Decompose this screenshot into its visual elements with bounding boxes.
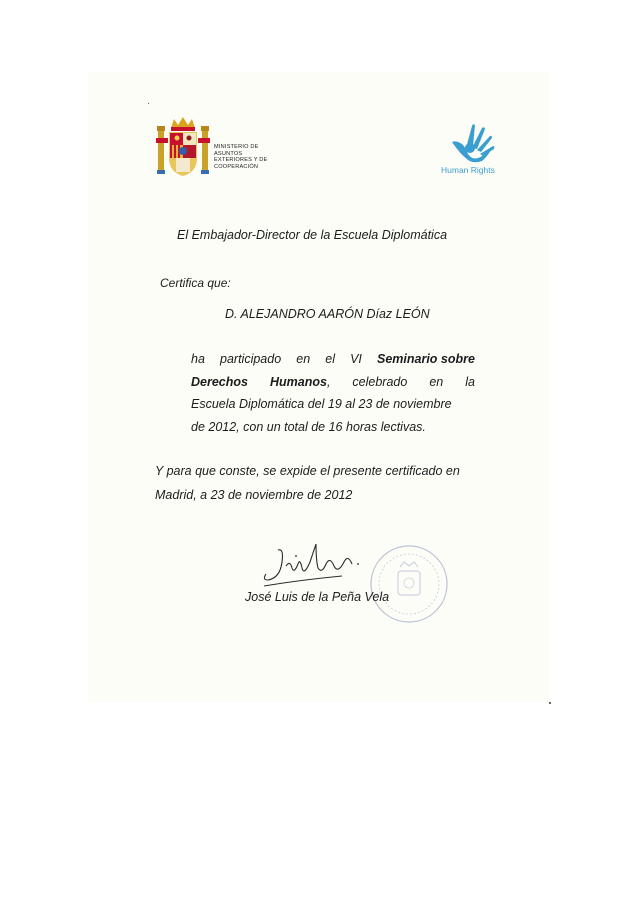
ministry-line-3: EXTERIORES Y DE [214, 157, 268, 164]
human-rights-logo [436, 118, 512, 180]
speck [549, 702, 551, 704]
body-word: VI [350, 352, 362, 366]
seminar-title-part-3: Humanos [269, 374, 327, 389]
certifies-line: Certifica que: [160, 276, 231, 290]
ministry-name [214, 144, 267, 170]
signer-name: José Luis de la Peña Vela [245, 590, 390, 604]
body-line-1 [191, 348, 475, 371]
ministry-line-2: ASUNTOS [214, 150, 243, 157]
speck [148, 103, 149, 104]
closing-line-2: Madrid, a 23 de noviembre de 2012 [155, 488, 353, 502]
closing-line-1: Y para que conste, se expide el presente certificado en [155, 464, 460, 478]
ministry-header [156, 116, 296, 178]
body-word: , [326, 374, 331, 389]
body-word: ha [191, 352, 205, 366]
ministry-line-4: COOPERACIÓN [214, 163, 259, 170]
closing-statement [155, 459, 509, 507]
issuer-line: El Embajador-Director de la Escuela Diplomática [177, 228, 448, 242]
body-word: la [465, 374, 475, 389]
body-word: participado [220, 352, 282, 366]
handwritten-signature [260, 540, 380, 590]
body-line-3: Escuela Diplomática del 19 al 23 de noviembre [191, 397, 452, 411]
official-seal-stamp-icon [368, 543, 450, 625]
body-line-4: de 2012, con un total de 16 horas lectivas. [191, 419, 426, 434]
body-line-2 [191, 371, 475, 394]
certificate-body [191, 348, 475, 438]
seminar-title-part-2: Derechos [191, 374, 248, 389]
ministry-line-1: MINISTERIO DE [214, 144, 259, 150]
human-rights-label: Human Rights [441, 165, 495, 175]
spain-coat-of-arms-icon [156, 116, 210, 178]
human-rights-hand-icon [446, 118, 496, 164]
body-word: el [325, 352, 335, 366]
body-word: en [429, 374, 444, 389]
recipient-name: D. ALEJANDRO AARÓN Díaz LEÓN [225, 307, 430, 321]
body-word: en [296, 352, 311, 366]
seminar-title-part-1: Seminario sobre [376, 352, 475, 366]
body-word: celebrado [352, 374, 408, 389]
